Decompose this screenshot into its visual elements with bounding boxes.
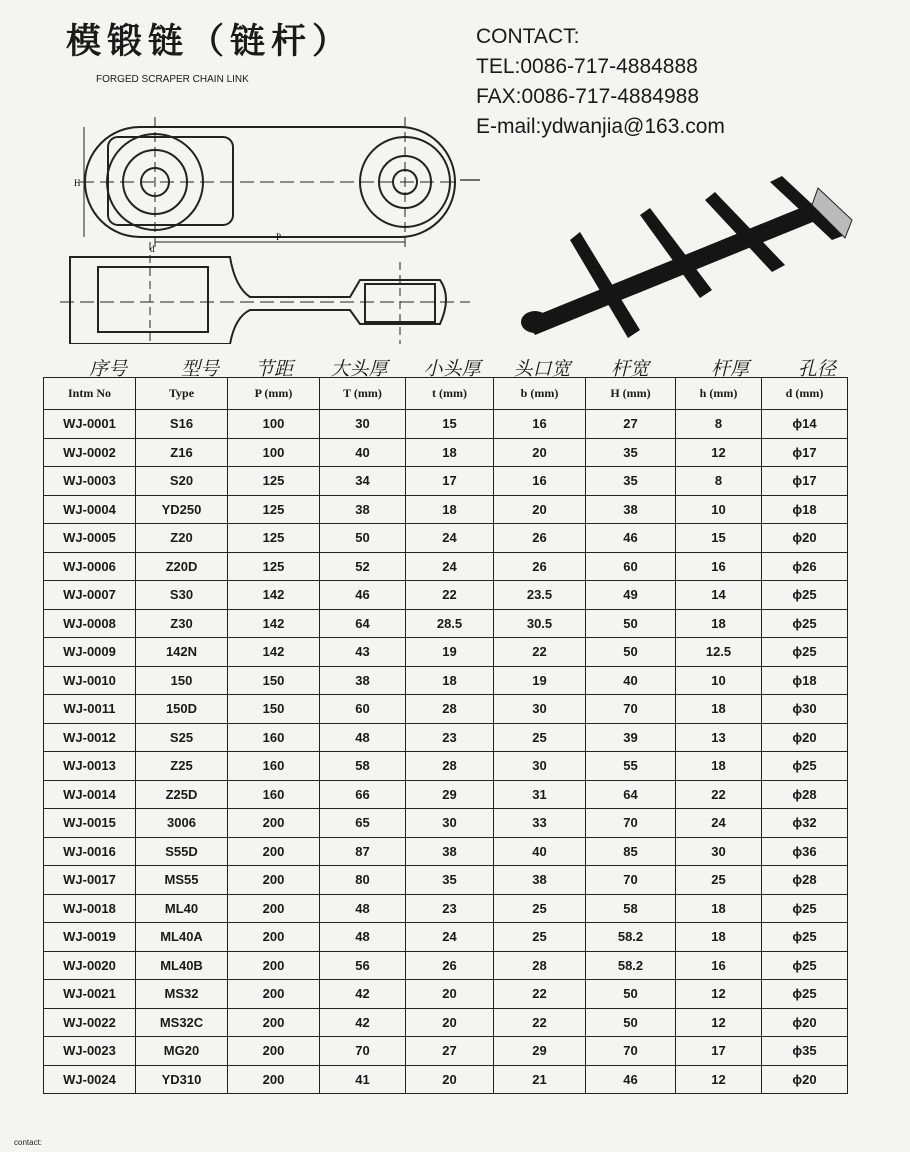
table-cell: WJ-0016 (44, 837, 136, 866)
table-cell: ϕ20 (762, 1008, 848, 1037)
table-cell: 27 (586, 410, 676, 439)
table-cell: 18 (406, 438, 494, 467)
table-cell: 70 (586, 1037, 676, 1066)
table-cell: 58 (586, 894, 676, 923)
table-cell: 142 (228, 638, 320, 667)
table-header-cell: b (mm) (494, 378, 586, 410)
table-cell: WJ-0011 (44, 695, 136, 724)
table-cell: 19 (406, 638, 494, 667)
table-cell: 70 (320, 1037, 406, 1066)
table-cell: 20 (406, 1008, 494, 1037)
table-cell: 50 (586, 609, 676, 638)
table-cell: 142N (136, 638, 228, 667)
table-cell: 29 (494, 1037, 586, 1066)
table-cell: WJ-0006 (44, 552, 136, 581)
table-cell: MS32 (136, 980, 228, 1009)
table-cell: 35 (586, 467, 676, 496)
table-row (44, 980, 848, 1009)
table-cell: 64 (586, 780, 676, 809)
table-cell: 38 (494, 866, 586, 895)
table-cell: 125 (228, 495, 320, 524)
label-p: P (276, 232, 282, 242)
table-cell: 26 (494, 524, 586, 553)
table-cell: 50 (320, 524, 406, 553)
table-cell: 200 (228, 1008, 320, 1037)
chain-link-drawing (60, 112, 480, 344)
table-body (44, 410, 848, 1094)
table-cell: YD310 (136, 1065, 228, 1094)
table-cell: 38 (586, 495, 676, 524)
footer-contact: contact: (14, 1138, 43, 1147)
table-cell: 25 (676, 866, 762, 895)
table-cell: 16 (676, 951, 762, 980)
table-cell: ϕ18 (762, 495, 848, 524)
table-cell: 46 (320, 581, 406, 610)
table-cell: 10 (676, 495, 762, 524)
table-cell: 28 (406, 752, 494, 781)
table-cell: 58 (320, 752, 406, 781)
table-row (44, 581, 848, 610)
table-cell: Z25 (136, 752, 228, 781)
table-row (44, 866, 848, 895)
label-d: d (150, 244, 155, 254)
table-cell: ϕ28 (762, 780, 848, 809)
table-cell: ϕ36 (762, 837, 848, 866)
table-cell: 23.5 (494, 581, 586, 610)
table-cell: 200 (228, 866, 320, 895)
table-cell: 200 (228, 809, 320, 838)
table-row (44, 1037, 848, 1066)
table-cell: ϕ25 (762, 638, 848, 667)
contact-tel: TEL:0086-717-4884888 (476, 55, 698, 78)
table-cell: 28 (406, 695, 494, 724)
table-cell: 43 (320, 638, 406, 667)
table-cell: 58.2 (586, 923, 676, 952)
table-header-cell: P (mm) (228, 378, 320, 410)
table-cell: 55 (586, 752, 676, 781)
table-row (44, 780, 848, 809)
table-row (44, 695, 848, 724)
table-cell: 50 (586, 980, 676, 1009)
cn-header-hole-diameter: 孔径 (797, 358, 837, 380)
table-cell: 38 (406, 837, 494, 866)
cn-header-type: 型号 (180, 358, 220, 380)
table-cell: Z20 (136, 524, 228, 553)
table-cell: 15 (676, 524, 762, 553)
contact-email: E-mail:ydwanjia@163.com (476, 115, 725, 138)
table-cell: 20 (406, 980, 494, 1009)
table-cell: 14 (676, 581, 762, 610)
table-cell: 28.5 (406, 609, 494, 638)
table-row (44, 894, 848, 923)
table-cell: 18 (676, 752, 762, 781)
table-cell: WJ-0007 (44, 581, 136, 610)
table-cell: 49 (586, 581, 676, 610)
table-header-row (44, 378, 848, 410)
table-cell: ϕ25 (762, 752, 848, 781)
table-row (44, 638, 848, 667)
table-cell: 28 (494, 951, 586, 980)
page-title: 模锻链（链杆） (66, 22, 354, 62)
table-cell: 12.5 (676, 638, 762, 667)
cn-header-item-no: 序号 (88, 358, 128, 380)
table-cell: 23 (406, 894, 494, 923)
table-cell: ϕ32 (762, 809, 848, 838)
table-cell: 18 (676, 695, 762, 724)
table-row (44, 410, 848, 439)
table-cell: 87 (320, 837, 406, 866)
table-row (44, 752, 848, 781)
table-cell: 22 (406, 581, 494, 610)
table-cell: ϕ25 (762, 951, 848, 980)
table-cell: 30.5 (494, 609, 586, 638)
table-cell: ϕ17 (762, 438, 848, 467)
table-cell: 38 (320, 495, 406, 524)
table-cell: 27 (406, 1037, 494, 1066)
table-cell: 18 (406, 495, 494, 524)
table-row (44, 723, 848, 752)
table-cell: 64 (320, 609, 406, 638)
table-cell: YD250 (136, 495, 228, 524)
table-cell: 30 (406, 809, 494, 838)
cn-header-pitch: 节距 (254, 358, 294, 380)
table-cell: 46 (586, 1065, 676, 1094)
table-cell: ϕ20 (762, 1065, 848, 1094)
table-cell: 150D (136, 695, 228, 724)
table-cell: ϕ25 (762, 581, 848, 610)
table-row (44, 609, 848, 638)
table-cell: MS55 (136, 866, 228, 895)
table-row (44, 495, 848, 524)
table-cell: WJ-0009 (44, 638, 136, 667)
table-cell: ϕ17 (762, 467, 848, 496)
table-cell: 22 (494, 638, 586, 667)
table-cell: 160 (228, 752, 320, 781)
table-cell: 21 (494, 1065, 586, 1094)
table-cell: 3006 (136, 809, 228, 838)
table-cell: 38 (320, 666, 406, 695)
table-cell: 41 (320, 1065, 406, 1094)
table-cell: ϕ18 (762, 666, 848, 695)
table-cell: 8 (676, 410, 762, 439)
table-cell: 60 (586, 552, 676, 581)
table-cell: 160 (228, 780, 320, 809)
table-cell: 12 (676, 1065, 762, 1094)
table-cell: ϕ25 (762, 980, 848, 1009)
table-cell: WJ-0004 (44, 495, 136, 524)
table-cell: 35 (586, 438, 676, 467)
table-cell: 200 (228, 923, 320, 952)
table-cell: S30 (136, 581, 228, 610)
table-cell: ϕ25 (762, 923, 848, 952)
table-cell: 12 (676, 1008, 762, 1037)
cn-header-mouth-width: 头口宽 (513, 358, 571, 380)
table-cell: 42 (320, 980, 406, 1009)
table-row (44, 467, 848, 496)
table-cell: WJ-0019 (44, 923, 136, 952)
table-cell: ϕ35 (762, 1037, 848, 1066)
contact-heading: CONTACT: (476, 25, 580, 48)
table-cell: 150 (228, 695, 320, 724)
table-cell: 33 (494, 809, 586, 838)
table-row (44, 837, 848, 866)
table-cell: ϕ14 (762, 410, 848, 439)
table-cell: 200 (228, 1065, 320, 1094)
table-cell: ϕ28 (762, 866, 848, 895)
table-cell: 25 (494, 923, 586, 952)
table-cell: 26 (406, 951, 494, 980)
table-cell: 18 (676, 894, 762, 923)
table-cell: 70 (586, 809, 676, 838)
table-cell: ϕ20 (762, 524, 848, 553)
table-row (44, 438, 848, 467)
table-cell: 15 (406, 410, 494, 439)
table-cell: 100 (228, 438, 320, 467)
table-cell: WJ-0012 (44, 723, 136, 752)
table-cell: Z30 (136, 609, 228, 638)
table-cell: 125 (228, 524, 320, 553)
table-cell: 22 (494, 980, 586, 1009)
scraper-chain-photo (500, 170, 860, 345)
table-cell: 17 (676, 1037, 762, 1066)
label-h: H (74, 178, 81, 188)
table-cell: WJ-0022 (44, 1008, 136, 1037)
table-cell: ϕ20 (762, 723, 848, 752)
table-cell: S25 (136, 723, 228, 752)
table-row (44, 809, 848, 838)
table-cell: 125 (228, 552, 320, 581)
table-cell: 40 (320, 438, 406, 467)
table-row (44, 1065, 848, 1094)
table-row (44, 923, 848, 952)
table-cell: ϕ30 (762, 695, 848, 724)
table-cell: 24 (406, 524, 494, 553)
contact-fax: FAX:0086-717-4884988 (476, 85, 700, 108)
table-header-cell: T (mm) (320, 378, 406, 410)
table-cell: 20 (406, 1065, 494, 1094)
table-cell: WJ-0023 (44, 1037, 136, 1066)
table-cell: 20 (494, 438, 586, 467)
table-cell: 25 (494, 723, 586, 752)
table-cell: WJ-0015 (44, 809, 136, 838)
table-cell: 30 (320, 410, 406, 439)
table-row (44, 552, 848, 581)
table-row (44, 524, 848, 553)
table-cell: 12 (676, 438, 762, 467)
table-cell: 10 (676, 666, 762, 695)
cn-header-bar-width: 杆宽 (610, 358, 650, 380)
table-cell: 80 (320, 866, 406, 895)
cn-header-big-thickness: 大头厚 (330, 358, 388, 380)
table-cell: Z25D (136, 780, 228, 809)
table-cell: 18 (676, 609, 762, 638)
table-cell: 22 (676, 780, 762, 809)
table-cell: 200 (228, 837, 320, 866)
table-cell: 19 (494, 666, 586, 695)
table-cell: 52 (320, 552, 406, 581)
table-cell: WJ-0021 (44, 980, 136, 1009)
table-cell: Z20D (136, 552, 228, 581)
table-cell: 70 (586, 695, 676, 724)
table-cell: 40 (494, 837, 586, 866)
table-cell: 13 (676, 723, 762, 752)
table-cell: WJ-0024 (44, 1065, 136, 1094)
table-cell: 142 (228, 609, 320, 638)
table-cell: 66 (320, 780, 406, 809)
table-cell: 200 (228, 951, 320, 980)
table-header-cell: d (mm) (762, 378, 848, 410)
table-header-cell: Intm No (44, 378, 136, 410)
table-cell: 16 (676, 552, 762, 581)
table-cell: ϕ26 (762, 552, 848, 581)
table-cell: 31 (494, 780, 586, 809)
table-cell: WJ-0013 (44, 752, 136, 781)
table-cell: 35 (406, 866, 494, 895)
table-cell: 23 (406, 723, 494, 752)
table-cell: 56 (320, 951, 406, 980)
table-cell: 24 (406, 923, 494, 952)
table-cell: ML40A (136, 923, 228, 952)
table-cell: WJ-0020 (44, 951, 136, 980)
table-cell: 12 (676, 980, 762, 1009)
table-cell: WJ-0002 (44, 438, 136, 467)
table-cell: 29 (406, 780, 494, 809)
table-row (44, 1008, 848, 1037)
table-cell: 125 (228, 467, 320, 496)
page-subtitle: FORGED SCRAPER CHAIN LINK (96, 74, 249, 85)
table-cell: 30 (676, 837, 762, 866)
table-cell: WJ-0018 (44, 894, 136, 923)
table-cell: 85 (586, 837, 676, 866)
table-cell: 30 (494, 695, 586, 724)
table-cell: 39 (586, 723, 676, 752)
table-cell: WJ-0010 (44, 666, 136, 695)
table-cell: MS32C (136, 1008, 228, 1037)
contact-block (476, 22, 725, 142)
table-cell: 100 (228, 410, 320, 439)
table-cell: 24 (406, 552, 494, 581)
table-header-cell: h (mm) (676, 378, 762, 410)
table-cell: Z16 (136, 438, 228, 467)
table-cell: 18 (676, 923, 762, 952)
table-cell: 24 (676, 809, 762, 838)
table-cell: 8 (676, 467, 762, 496)
table-cell: 30 (494, 752, 586, 781)
table-cell: 160 (228, 723, 320, 752)
table-cell: 60 (320, 695, 406, 724)
specs-table (43, 377, 848, 1094)
table-cell: 70 (586, 866, 676, 895)
table-cell: S20 (136, 467, 228, 496)
table-row (44, 666, 848, 695)
table-cell: 200 (228, 894, 320, 923)
table-cell: WJ-0017 (44, 866, 136, 895)
table-cell: ML40B (136, 951, 228, 980)
table-cell: 20 (494, 495, 586, 524)
table-cell: 150 (228, 666, 320, 695)
table-cell: 200 (228, 1037, 320, 1066)
table-header-cell: Type (136, 378, 228, 410)
table-cell: WJ-0014 (44, 780, 136, 809)
table-cell: 22 (494, 1008, 586, 1037)
table-cell: ϕ25 (762, 609, 848, 638)
table-header-cell: t (mm) (406, 378, 494, 410)
table-cell: MG20 (136, 1037, 228, 1066)
table-cell: ML40 (136, 894, 228, 923)
table-cell: ϕ25 (762, 894, 848, 923)
table-cell: 142 (228, 581, 320, 610)
table-cell: 65 (320, 809, 406, 838)
table-cell: 17 (406, 467, 494, 496)
table-cell: WJ-0001 (44, 410, 136, 439)
table-cell: 26 (494, 552, 586, 581)
table-cell: 34 (320, 467, 406, 496)
table-cell: 48 (320, 923, 406, 952)
cn-header-small-thickness: 小头厚 (423, 358, 481, 380)
table-cell: 48 (320, 723, 406, 752)
table-cell: 58.2 (586, 951, 676, 980)
table-header-cell: H (mm) (586, 378, 676, 410)
table-cell: 25 (494, 894, 586, 923)
table-cell: 200 (228, 980, 320, 1009)
table-cell: 50 (586, 1008, 676, 1037)
table-cell: S16 (136, 410, 228, 439)
cn-header-bar-thickness: 杆厚 (710, 358, 750, 380)
table-cell: 48 (320, 894, 406, 923)
table-cell: WJ-0008 (44, 609, 136, 638)
table-cell: WJ-0003 (44, 467, 136, 496)
table-row (44, 951, 848, 980)
table-cell: WJ-0005 (44, 524, 136, 553)
table-cell: 42 (320, 1008, 406, 1037)
table-cell: 150 (136, 666, 228, 695)
table-cell: 46 (586, 524, 676, 553)
table-cell: 16 (494, 410, 586, 439)
table-cell: 18 (406, 666, 494, 695)
table-cell: 40 (586, 666, 676, 695)
table-cell: S55D (136, 837, 228, 866)
table-cell: 50 (586, 638, 676, 667)
table-cell: 16 (494, 467, 586, 496)
